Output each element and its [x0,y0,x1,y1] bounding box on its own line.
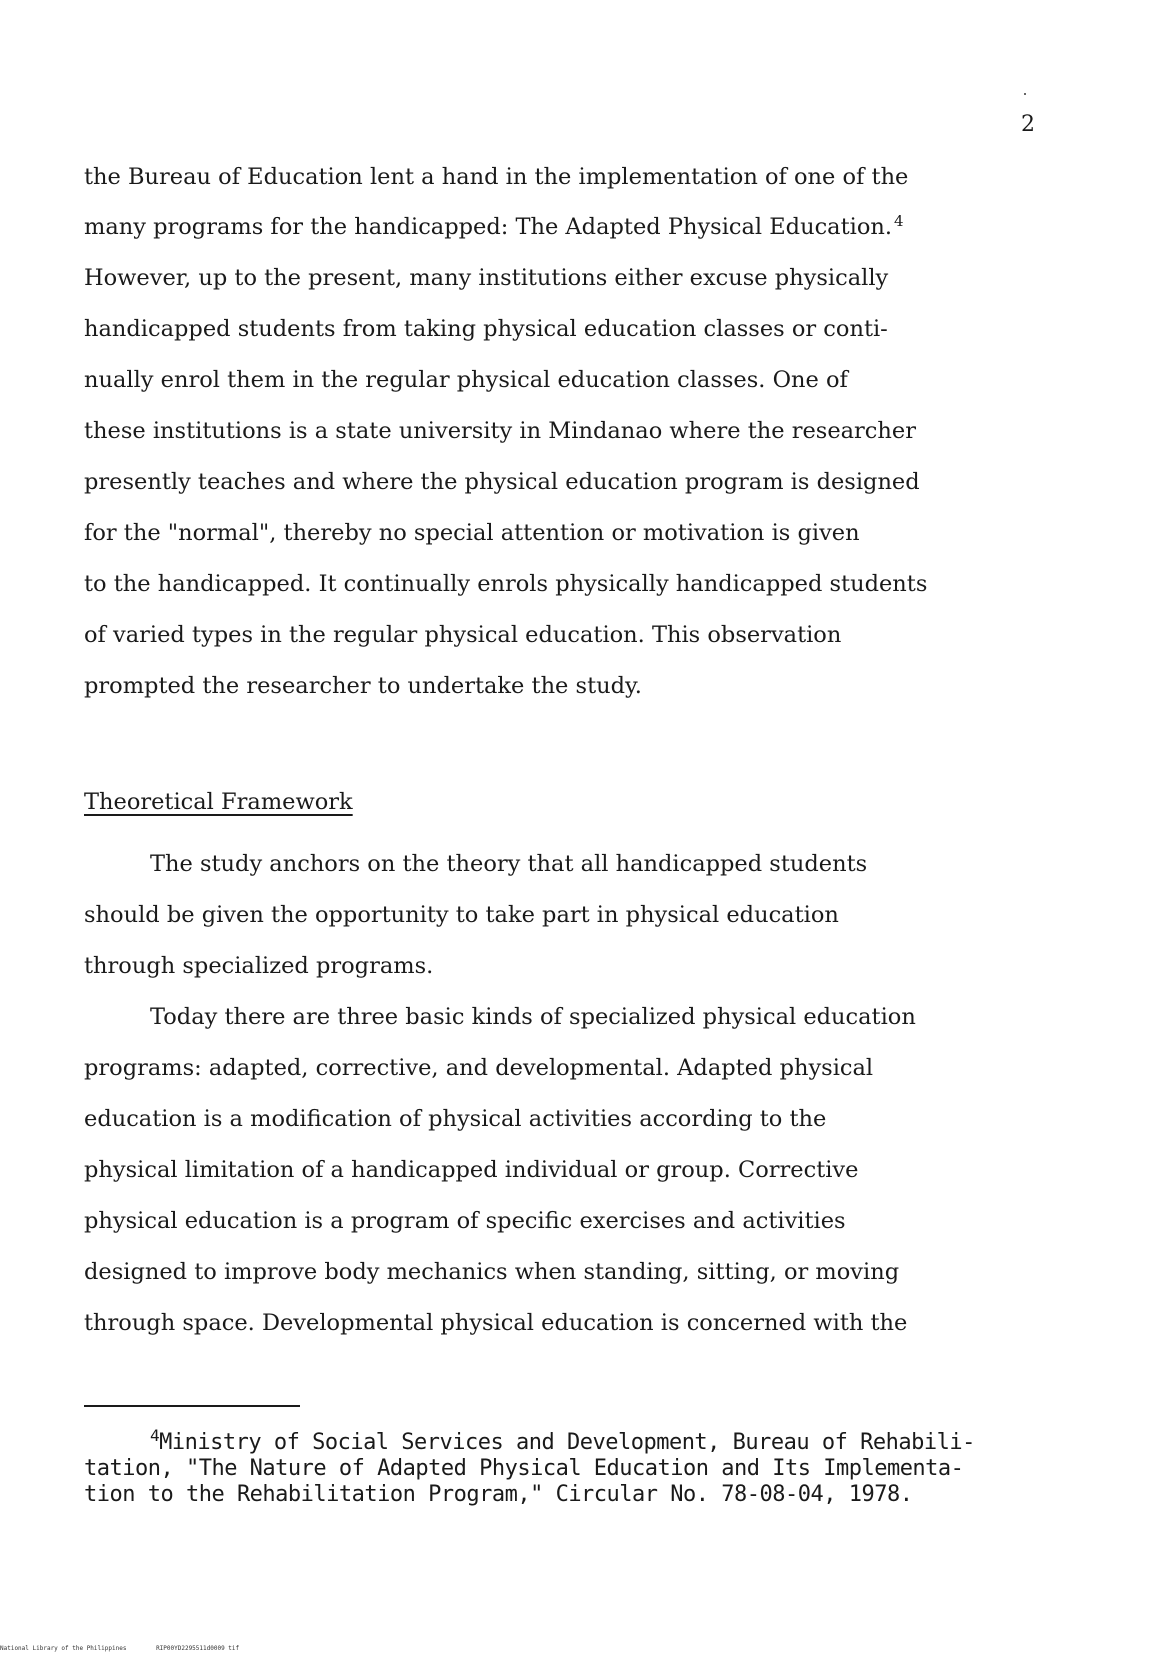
footnote-mark: 4 [150,1426,160,1445]
body-line: nually enrol them in the regular physical education classes. One of [84,367,848,393]
footnote-line: $^4$Ministry of Social Services and Development, Bureau of Rehabili- [150,1426,975,1455]
body-line: many programs for the handicapped: The Adapted Physical Education. $^4$ [84,212,904,240]
footnote-line: tion to the Rehabilitation Program," Circular No. 78-08-04, 1978. [84,1482,913,1507]
body-line: presently teaches and where the physical education program is designed [84,469,920,495]
file-id: RIP00YD2295511d0009 tif [156,1645,240,1652]
body-line: through space. Developmental physical education is concerned with the [84,1310,908,1336]
scan-speck [1024,93,1026,95]
body-line: Today there are three basic kinds of specialized physical education [150,1004,916,1030]
body-line: The study anchors on the theory that all handicapped students [150,851,868,877]
page-number: 2 [1021,112,1035,137]
body-line: handicapped students from taking physical education classes or conti- [84,316,888,342]
library-credit: National Library of the Philippines [0,1645,127,1652]
scan-footer [0,1645,265,1652]
body-line: physical limitation of a handicapped individual or group. Corrective [84,1157,859,1183]
body-line: these institutions is a state university in Mindanao where the researcher [84,418,916,444]
body-line: However, up to the present, many institutions either excuse physically [84,265,889,291]
section-heading: Theoretical Framework [84,789,353,815]
body-line: of varied types in the regular physical education. This observation [84,622,842,648]
body-line: the Bureau of Education lent a hand in the implementation of one of the [84,164,909,190]
footnote-reference: 4 [894,212,904,230]
body-line: for the "normal", thereby no special attention or motivation is given [84,520,860,546]
body-line: designed to improve body mechanics when standing, sitting, or moving [84,1259,900,1285]
body-line: to the handicapped. It continually enrols physically handicapped students [84,571,928,597]
body-line: physical education is a program of specific exercises and activities [84,1208,846,1234]
body-line: prompted the researcher to undertake the study. [84,673,642,699]
footnote-line: tation, "The Nature of Adapted Physical Education and Its Implementa- [84,1456,964,1481]
footnote-separator [84,1405,300,1407]
body-line: should be given the opportunity to take part in physical education [84,902,839,928]
body-line: education is a modification of physical activities according to the [84,1106,827,1132]
body-line: through specialized programs. [84,953,434,979]
body-line: programs: adapted, corrective, and developmental. Adapted physical [84,1055,874,1081]
